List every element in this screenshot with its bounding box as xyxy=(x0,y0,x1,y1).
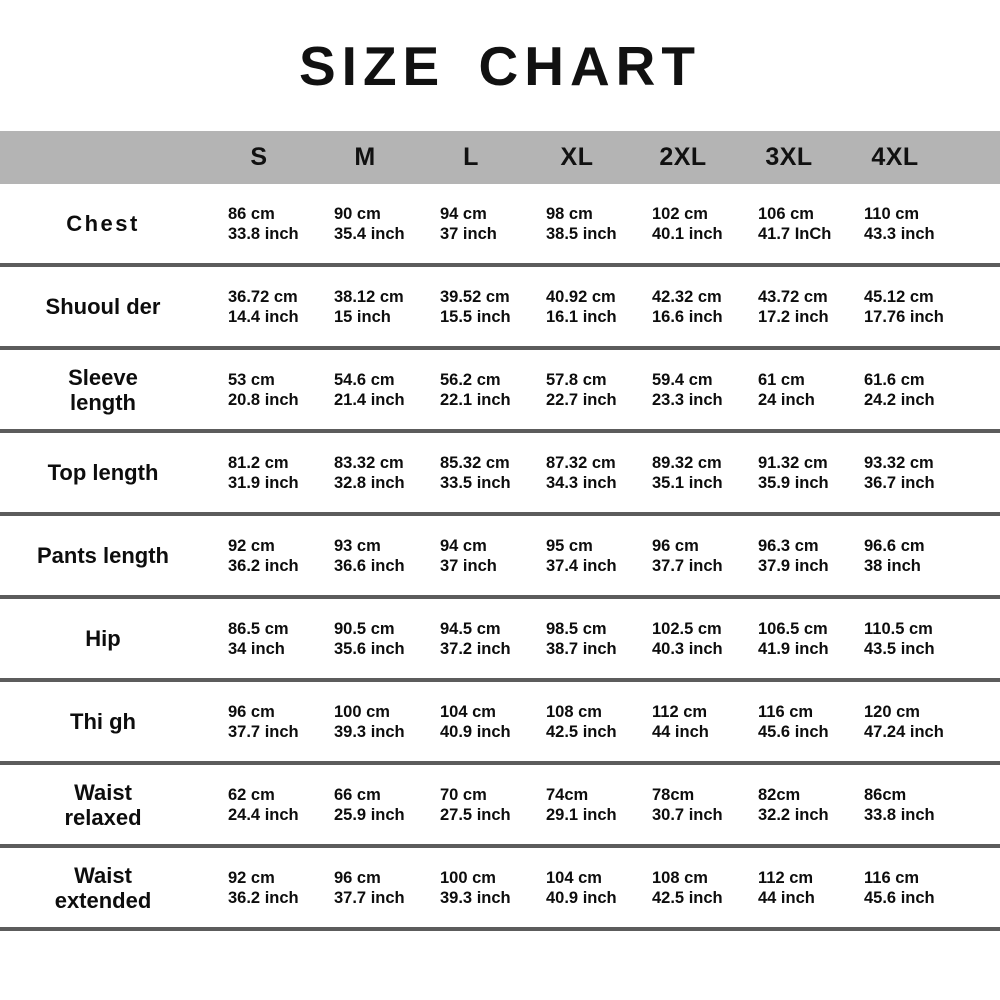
column-header-3xl: 3XL xyxy=(765,143,813,171)
inch-value: 33.8 inch xyxy=(228,224,299,243)
inch-value: 35.9 inch xyxy=(758,473,829,492)
row-label-line: Thi gh xyxy=(70,709,136,734)
measurement-cell xyxy=(418,619,524,659)
measurement-cell xyxy=(842,370,948,410)
inch-value: 36.7 inch xyxy=(864,473,935,492)
inch-value: 34.3 inch xyxy=(546,473,617,492)
measurement-cell xyxy=(206,536,312,576)
measurement-cell xyxy=(736,702,842,742)
cm-value: 98.5 cm xyxy=(546,619,607,638)
measurement-cell xyxy=(312,453,418,493)
row-label xyxy=(0,294,206,319)
row-label xyxy=(0,543,206,568)
cm-value: 40.92 cm xyxy=(546,287,616,306)
inch-value: 23.3 inch xyxy=(652,390,723,409)
table-row xyxy=(0,516,1000,599)
inch-value: 37 inch xyxy=(440,224,497,243)
table-row xyxy=(0,267,1000,350)
inch-value: 42.5 inch xyxy=(652,888,723,907)
measurement-cell xyxy=(312,785,418,825)
cm-value: 39.52 cm xyxy=(440,287,510,306)
measurement-cell xyxy=(418,204,524,244)
cm-value: 56.2 cm xyxy=(440,370,501,389)
measurement-cell xyxy=(736,619,842,659)
measurement-cell xyxy=(418,287,524,327)
row-label-line: Waist xyxy=(74,862,132,888)
measurement-cell xyxy=(206,204,312,244)
table-row xyxy=(0,184,1000,267)
cm-value: 59.4 cm xyxy=(652,370,713,389)
measurement-cell xyxy=(736,868,842,908)
inch-value: 15.5 inch xyxy=(440,307,511,326)
measurement-cell xyxy=(630,370,736,410)
measurement-cell xyxy=(206,702,312,742)
inch-value: 17.2 inch xyxy=(758,307,829,326)
inch-value: 33.8 inch xyxy=(864,805,935,824)
cm-value: 42.32 cm xyxy=(652,287,722,306)
row-label xyxy=(0,863,206,913)
column-header-4xl: 4XL xyxy=(871,143,919,171)
cm-value: 112 cm xyxy=(758,868,814,887)
cm-value: 70 cm xyxy=(440,785,487,804)
measurement-cell xyxy=(418,536,524,576)
inch-value: 45.6 inch xyxy=(758,722,829,741)
column-header-m: M xyxy=(354,143,376,171)
inch-value: 34 inch xyxy=(228,639,285,658)
measurement-cell xyxy=(312,536,418,576)
cm-value: 74cm xyxy=(546,785,589,804)
cm-value: 61 cm xyxy=(758,370,805,389)
inch-value: 31.9 inch xyxy=(228,473,299,492)
measurement-cell xyxy=(630,785,736,825)
measurement-cell xyxy=(630,619,736,659)
measurement-cell xyxy=(206,453,312,493)
inch-value: 33.5 inch xyxy=(440,473,511,492)
inch-value: 30.7 inch xyxy=(652,805,723,824)
cm-value: 108 cm xyxy=(652,868,708,887)
inch-value: 37.7 inch xyxy=(652,556,723,575)
inch-value: 47.24 inch xyxy=(864,722,944,741)
cm-value: 91.32 cm xyxy=(758,453,828,472)
size-table-header xyxy=(0,131,1000,184)
measurement-cell xyxy=(630,702,736,742)
inch-value: 38 inch xyxy=(864,556,921,575)
measurement-cell xyxy=(842,702,948,742)
column-header-xl: XL xyxy=(560,143,594,171)
cm-value: 102.5 cm xyxy=(652,619,722,638)
inch-value: 39.3 inch xyxy=(334,722,405,741)
inch-value: 45.6 inch xyxy=(864,888,935,907)
inch-value: 17.76 inch xyxy=(864,307,944,326)
measurement-cell xyxy=(418,702,524,742)
column-header-s: S xyxy=(250,143,268,171)
cm-value: 96.3 cm xyxy=(758,536,819,555)
measurement-cell xyxy=(312,702,418,742)
measurement-cell xyxy=(312,619,418,659)
measurement-cell xyxy=(312,370,418,410)
measurement-cell xyxy=(630,453,736,493)
cm-value: 110.5 cm xyxy=(864,619,933,638)
inch-value: 29.1 inch xyxy=(546,805,617,824)
size-table-body xyxy=(0,184,1000,931)
inch-value: 24.2 inch xyxy=(864,390,935,409)
inch-value: 35.6 inch xyxy=(334,639,405,658)
measurement-cell xyxy=(524,536,630,576)
measurement-cell xyxy=(418,785,524,825)
cm-value: 81.2 cm xyxy=(228,453,289,472)
measurement-cell xyxy=(524,785,630,825)
measurement-cell xyxy=(842,536,948,576)
cm-value: 45.12 cm xyxy=(864,287,934,306)
cm-value: 95 cm xyxy=(546,536,593,555)
row-label xyxy=(0,626,206,651)
inch-value: 42.5 inch xyxy=(546,722,617,741)
inch-value: 40.9 inch xyxy=(440,722,511,741)
cm-value: 86cm xyxy=(864,785,907,804)
measurement-cell xyxy=(842,619,948,659)
cm-value: 92 cm xyxy=(228,868,275,887)
cm-value: 54.6 cm xyxy=(334,370,395,389)
inch-value: 37.7 inch xyxy=(334,888,405,907)
cm-value: 38.12 cm xyxy=(334,287,404,306)
inch-value: 20.8 inch xyxy=(228,390,299,409)
measurement-cell xyxy=(842,868,948,908)
cm-value: 96.6 cm xyxy=(864,536,925,555)
inch-value: 40.1 inch xyxy=(652,224,723,243)
inch-value: 24.4 inch xyxy=(228,805,299,824)
page-title: SIZE CHART xyxy=(299,35,701,97)
inch-value: 37.7 inch xyxy=(228,722,299,741)
row-label-line: Waist xyxy=(74,779,132,805)
inch-value: 16.6 inch xyxy=(652,307,723,326)
inch-value: 37 inch xyxy=(440,556,497,575)
measurement-cell xyxy=(206,868,312,908)
inch-value: 38.7 inch xyxy=(546,639,617,658)
measurement-cell xyxy=(630,204,736,244)
inch-value: 22.7 inch xyxy=(546,390,617,409)
row-label-line: extended xyxy=(54,887,152,913)
cm-value: 83.32 cm xyxy=(334,453,404,472)
cm-value: 93 cm xyxy=(334,536,381,555)
inch-value: 41.7 InCh xyxy=(758,224,832,243)
row-label xyxy=(0,780,206,830)
cm-value: 98 cm xyxy=(546,204,593,223)
row-label-line: length xyxy=(70,389,136,415)
column-header-l: L xyxy=(463,143,479,171)
cm-value: 86 cm xyxy=(228,204,275,223)
measurement-cell xyxy=(630,868,736,908)
cm-value: 96 cm xyxy=(228,702,275,721)
inch-value: 16.1 inch xyxy=(546,307,617,326)
measurement-cell xyxy=(418,453,524,493)
cm-value: 90.5 cm xyxy=(334,619,395,638)
row-label-line: Chest xyxy=(66,211,140,236)
cm-value: 43.72 cm xyxy=(758,287,828,306)
measurement-cell xyxy=(842,287,948,327)
table-row xyxy=(0,848,1000,931)
measurement-cell xyxy=(312,204,418,244)
inch-value: 43.5 inch xyxy=(864,639,935,658)
inch-value: 32.8 inch xyxy=(334,473,405,492)
measurement-cell xyxy=(842,785,948,825)
measurement-cell xyxy=(736,204,842,244)
inch-value: 35.1 inch xyxy=(652,473,723,492)
measurement-cell xyxy=(206,287,312,327)
inch-value: 40.9 inch xyxy=(546,888,617,907)
cm-value: 120 cm xyxy=(864,702,920,721)
inch-value: 22.1 inch xyxy=(440,390,511,409)
measurement-cell xyxy=(206,619,312,659)
inch-value: 43.3 inch xyxy=(864,224,935,243)
inch-value: 21.4 inch xyxy=(334,390,405,409)
inch-value: 24 inch xyxy=(758,390,815,409)
cm-value: 116 cm xyxy=(864,868,920,887)
measurement-cell xyxy=(630,536,736,576)
inch-value: 44 inch xyxy=(758,888,815,907)
cm-value: 96 cm xyxy=(334,868,381,887)
cm-value: 100 cm xyxy=(334,702,390,721)
inch-value: 37.4 inch xyxy=(546,556,617,575)
cm-value: 94 cm xyxy=(440,204,487,223)
cm-value: 85.32 cm xyxy=(440,453,510,472)
table-row xyxy=(0,765,1000,848)
inch-value: 15 inch xyxy=(334,307,391,326)
cm-value: 108 cm xyxy=(546,702,602,721)
inch-value: 36.2 inch xyxy=(228,888,299,907)
cm-value: 106.5 cm xyxy=(758,619,828,638)
cm-value: 66 cm xyxy=(334,785,381,804)
cm-value: 92 cm xyxy=(228,536,275,555)
inch-value: 38.5 inch xyxy=(546,224,617,243)
inch-value: 36.2 inch xyxy=(228,556,299,575)
row-label-line: Shuoul der xyxy=(45,294,161,319)
cm-value: 36.72 cm xyxy=(228,287,298,306)
measurement-cell xyxy=(524,370,630,410)
cm-value: 116 cm xyxy=(758,702,814,721)
cm-value: 53 cm xyxy=(228,370,275,389)
cm-value: 61.6 cm xyxy=(864,370,925,389)
table-row xyxy=(0,682,1000,765)
table-row xyxy=(0,350,1000,433)
measurement-cell xyxy=(736,785,842,825)
measurement-cell xyxy=(630,287,736,327)
row-label xyxy=(0,460,206,485)
cm-value: 57.8 cm xyxy=(546,370,607,389)
measurement-cell xyxy=(736,287,842,327)
cm-value: 62 cm xyxy=(228,785,275,804)
measurement-cell xyxy=(524,287,630,327)
cm-value: 90 cm xyxy=(334,204,381,223)
measurement-cell xyxy=(524,619,630,659)
table-row xyxy=(0,433,1000,516)
cm-value: 106 cm xyxy=(758,204,814,223)
inch-value: 39.3 inch xyxy=(440,888,511,907)
measurement-cell xyxy=(206,785,312,825)
cm-value: 93.32 cm xyxy=(864,453,934,472)
measurement-cell xyxy=(206,370,312,410)
cm-value: 104 cm xyxy=(546,868,602,887)
measurement-cell xyxy=(524,204,630,244)
cm-value: 78cm xyxy=(652,785,695,804)
measurement-cell xyxy=(524,868,630,908)
inch-value: 37.9 inch xyxy=(758,556,829,575)
row-label xyxy=(0,709,206,734)
cm-value: 110 cm xyxy=(864,204,920,223)
measurement-cell xyxy=(736,536,842,576)
table-row xyxy=(0,599,1000,682)
measurement-cell xyxy=(312,868,418,908)
row-label-line: Pants length xyxy=(36,543,169,568)
cm-value: 112 cm xyxy=(652,702,708,721)
measurement-cell xyxy=(842,453,948,493)
inch-value: 14.4 inch xyxy=(228,307,299,326)
inch-value: 41.9 inch xyxy=(758,639,829,658)
inch-value: 27.5 inch xyxy=(440,805,511,824)
measurement-cell xyxy=(524,453,630,493)
measurement-cell xyxy=(312,287,418,327)
row-label xyxy=(0,211,206,236)
inch-value: 25.9 inch xyxy=(334,805,405,824)
inch-value: 35.4 inch xyxy=(334,224,405,243)
row-label-line: Sleeve xyxy=(68,364,138,390)
row-label-line: relaxed xyxy=(64,804,142,830)
inch-value: 44 inch xyxy=(652,722,709,741)
cm-value: 94.5 cm xyxy=(440,619,501,638)
column-header-2xl: 2XL xyxy=(659,143,707,171)
cm-value: 102 cm xyxy=(652,204,708,223)
cm-value: 100 cm xyxy=(440,868,496,887)
cm-value: 86.5 cm xyxy=(228,619,289,638)
measurement-cell xyxy=(736,453,842,493)
cm-value: 87.32 cm xyxy=(546,453,616,472)
inch-value: 40.3 inch xyxy=(652,639,723,658)
measurement-cell xyxy=(842,204,948,244)
cm-value: 89.32 cm xyxy=(652,453,722,472)
cm-value: 94 cm xyxy=(440,536,487,555)
row-label xyxy=(0,365,206,415)
measurement-cell xyxy=(524,702,630,742)
measurement-cell xyxy=(736,370,842,410)
inch-value: 37.2 inch xyxy=(440,639,511,658)
cm-value: 96 cm xyxy=(652,536,699,555)
row-label-line: Top length xyxy=(47,460,159,485)
measurement-cell xyxy=(418,868,524,908)
inch-value: 32.2 inch xyxy=(758,805,829,824)
cm-value: 82cm xyxy=(758,785,801,804)
inch-value: 36.6 inch xyxy=(334,556,405,575)
measurement-cell xyxy=(418,370,524,410)
cm-value: 104 cm xyxy=(440,702,496,721)
row-label-line: Hip xyxy=(85,626,121,651)
